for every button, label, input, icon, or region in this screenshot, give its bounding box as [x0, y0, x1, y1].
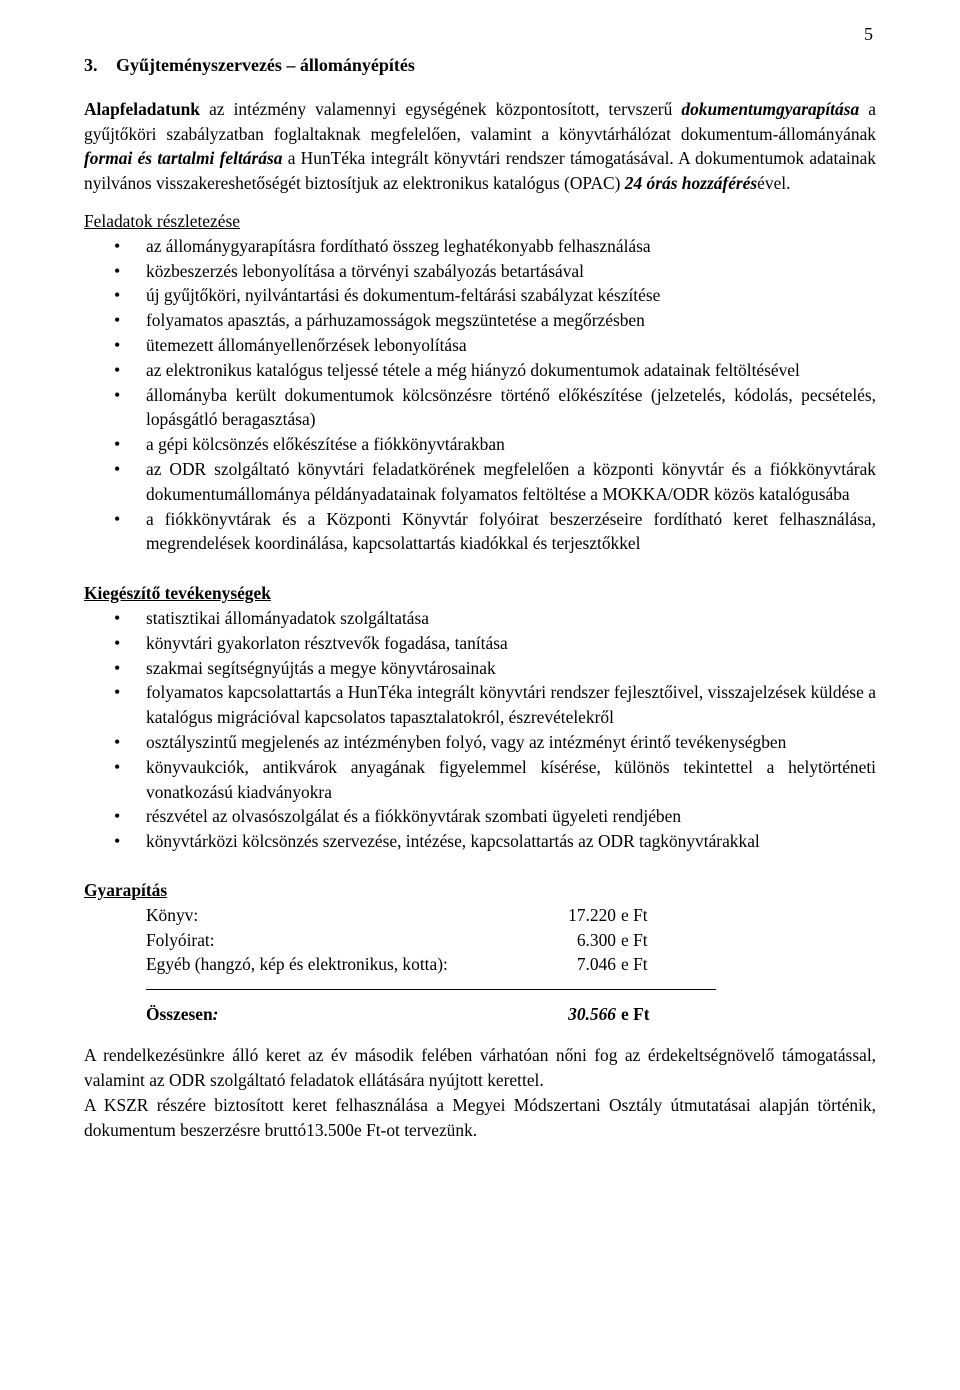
- additional-title: Kiegészítő tevékenységek: [84, 583, 271, 604]
- additional-list: [84, 606, 876, 854]
- list-item: • folyamatos kapcsolattartás a HunTéka integrált könyvtári rendszer fejlesztőivel, visszajelzések küldése a katalógus migrációval kapcsolatos tapasztalatokról, észrevételekről: [84, 680, 876, 730]
- list-item: • statisztikai állományadatok szolgáltatása: [84, 606, 876, 631]
- list-item: • a gépi kölcsönzés előkészítése a fiókkönyvtárakban: [84, 432, 876, 457]
- list-item: • folyamatos apasztás, a párhuzamosságok megszüntetése a megőrzésben: [84, 308, 876, 333]
- intro-text-3: a HunTéka integrált könyvtári rendszer támogatásával. A dokumentumok adatainak nyilvános visszakereshetőségét biztosítjuk az elektronikus katalógus (OPAC): [84, 148, 877, 194]
- list-item: • könyvtári gyakorlaton résztvevők fogadása, tanítása: [84, 631, 876, 656]
- closing-paragraph-2: A KSZR részére biztosított keret felhasználása a Megyei Módszertani Osztály útmutatásai alapján történik, dokumentum beszerzésre bruttó13.500e Ft-ot tervezünk.: [84, 1095, 876, 1140]
- intro-paragraph: [84, 97, 876, 196]
- list-item: • szakmai segítségnyújtás a megye könyvtárosainak: [84, 656, 876, 681]
- table-row: [146, 952, 716, 977]
- section-title: Gyűjteményszervezés – állományépítés: [116, 55, 415, 75]
- section-number: 3.: [84, 55, 98, 75]
- list-item: • állományba került dokumentumok kölcsönzésre történő előkészítése (jelzetelés, kódolás, pecsételés, lopásgátló beragasztása): [84, 383, 876, 433]
- page-number: 5: [864, 24, 873, 44]
- row-value: 7.046: [576, 954, 616, 975]
- total-unit: e Ft: [621, 1003, 650, 1024]
- list-item: • közbeszerzés lebonyolítása a törvényi szabályozás betartásával: [84, 259, 876, 284]
- total-value: 30.566: [568, 1003, 616, 1024]
- total-colon: :: [212, 1003, 219, 1024]
- tasks-list: [84, 234, 876, 556]
- row-label: Egyéb (hangzó, kép és elektronikus, kotta):: [146, 954, 448, 975]
- list-item: • könyvaukciók, antikvárok anyagának figyelemmel kísérése, különös tekintettel a helytörténeti vonatkozású kiadványokra: [84, 755, 876, 805]
- intro-text-1: az intézmény valamennyi egységének központosított, tervszerű: [199, 98, 682, 119]
- list-item: • részvétel az olvasószolgálat és a fiókkönyvtárak szombati ügyeleti rendjében: [84, 804, 876, 829]
- tasks-title: Feladatok részletezése: [84, 210, 240, 231]
- list-item: • új gyűjtőköri, nyilvántartási és dokumentum-feltárási szabályzat készítése: [84, 283, 876, 308]
- list-item: • az elektronikus katalógus teljessé tétele a még hiányzó dokumentumok adatainak feltöltésével: [84, 358, 876, 383]
- table-row: [146, 903, 716, 928]
- row-unit: e Ft: [621, 929, 648, 950]
- row-label: Könyv:: [146, 904, 199, 925]
- row-unit: e Ft: [621, 954, 648, 975]
- intro-text-2: a gyűjtőköri szabályzatban foglaltaknak megfelelően, valamint a könyvtárhálózat dokumentum-állományának: [84, 98, 876, 144]
- intro-emphasis-2: formai és tartalmi feltárása: [84, 148, 283, 169]
- intro-lead: Alapfeladatunk: [84, 98, 200, 119]
- list-item: • az állománygyarapításra fordítható összeg leghatékonyabb felhasználása: [84, 234, 876, 259]
- row-unit: e Ft: [621, 904, 648, 925]
- acquisition-title: Gyarapítás: [84, 879, 168, 900]
- table-row: [146, 928, 716, 953]
- row-value: 17.220: [568, 904, 616, 925]
- closing-paragraph-1: A rendelkezésünkre álló keret az év második felében várhatóan nőni fog az érdekeltségnövelő támogatással, valamint az ODR szolgáltató feladatok ellátására nyújtott kerettel.: [84, 1045, 876, 1091]
- row-value: 6.300: [576, 929, 616, 950]
- intro-emphasis-3: 24 órás hozzáférés: [624, 173, 758, 194]
- intro-emphasis-1: dokumentumgyarapítása: [681, 98, 860, 119]
- list-item: • a fiókkönyvtárak és a Központi Könyvtár folyóirat beszerzéseire fordítható keret felhasználása, megrendelések koordinálása, kapcsolattartás kiadókkal és terjesztőkkel: [84, 507, 876, 557]
- document-body: [84, 53, 876, 1143]
- list-item: • az ODR szolgáltató könyvtári feladatkörének megfelelően a központi könyvtár és a fiókkönyvtárak dokumentumállománya példányadatainak folyamatos feltöltése a MOKKA/ODR közös katalógusába: [84, 457, 876, 507]
- list-item: • ütemezett állományellenőrzések lebonyolítása: [84, 333, 876, 358]
- intro-text-4: ével.: [757, 173, 791, 194]
- total-label-cell: [146, 1002, 518, 1027]
- list-item: • osztályszintű megjelenés az intézményben folyó, vagy az intézményt érintő tevékenységben: [84, 730, 876, 755]
- list-item: • könyvtárközi kölcsönzés szervezése, intézése, kapcsolattartás az ODR tagkönyvtárakkal: [84, 829, 876, 854]
- total-row: [146, 1002, 716, 1027]
- sum-divider: [146, 977, 716, 990]
- total-label: Összesen: [146, 1003, 213, 1024]
- section-heading: [84, 53, 876, 78]
- row-label: Folyóirat:: [146, 929, 215, 950]
- acquisition-table: [146, 903, 716, 1027]
